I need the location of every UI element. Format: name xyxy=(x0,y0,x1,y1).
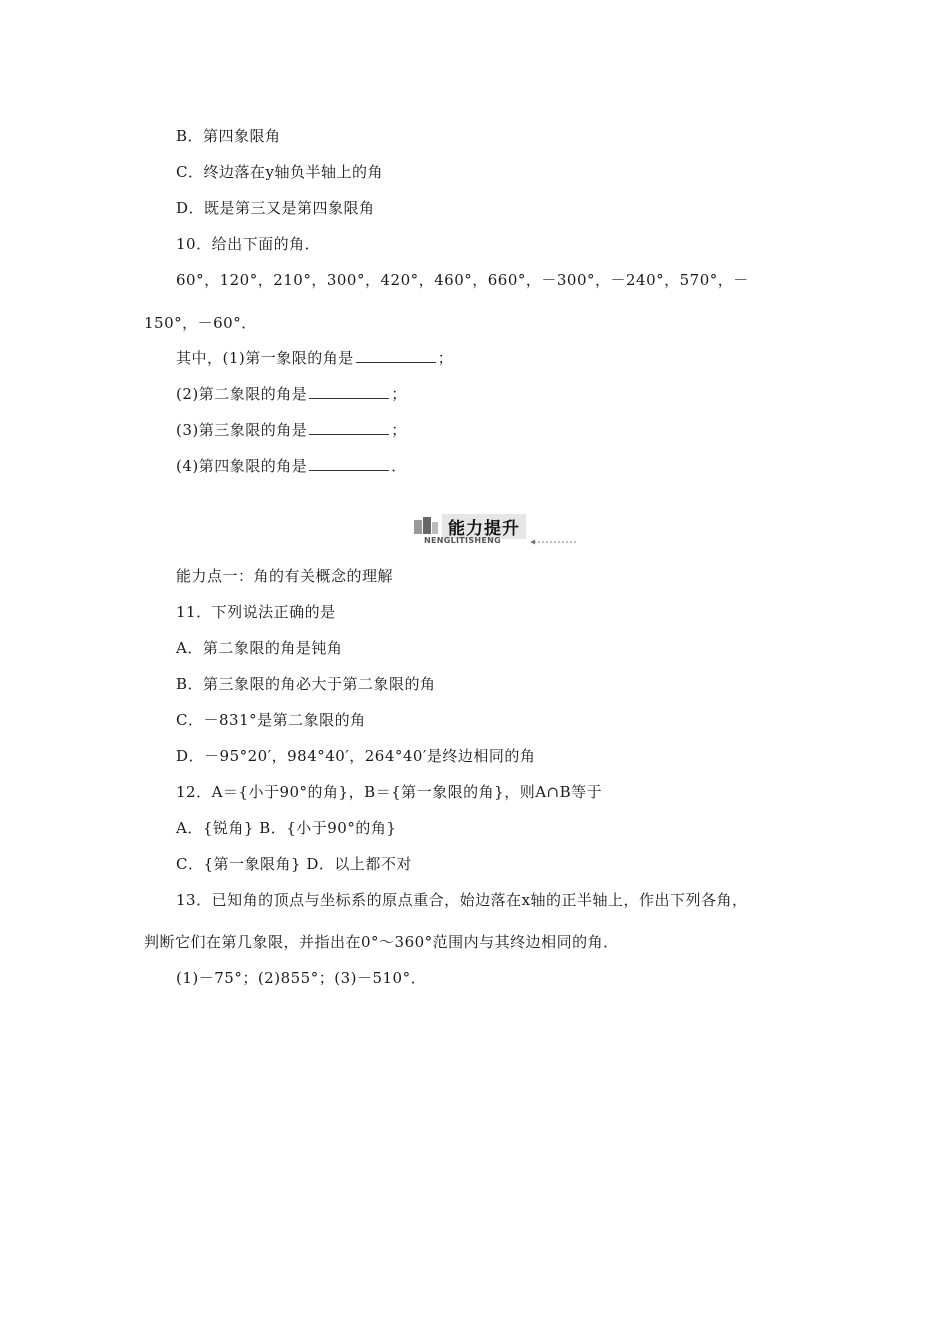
question-11-option-c: C．－831°是第二象限的角 xyxy=(176,711,366,729)
question-9-option-d: D．既是第三又是第四象限角 xyxy=(176,199,375,217)
question-9-option-b: B．第四象限角 xyxy=(176,127,281,145)
part-1-prefix: 其中，(1)第一象限的角是 xyxy=(176,349,354,367)
answer-blank[interactable] xyxy=(356,348,436,363)
answer-blank[interactable] xyxy=(309,456,389,471)
arrow-left-icon xyxy=(530,539,576,545)
ability-point-1: 能力点一：角的有关概念的理解 xyxy=(176,567,394,585)
part-2-prefix: (2)第二象限的角是 xyxy=(176,385,308,403)
answer-blank[interactable] xyxy=(309,420,389,435)
section-banner xyxy=(412,512,577,548)
question-13-parts: (1)－75°；(2)855°；(3)－510°． xyxy=(176,969,427,987)
question-10-part-1 xyxy=(176,348,453,368)
answer-blank[interactable] xyxy=(309,384,389,399)
banner-subtitle: NENGLITISHENG xyxy=(424,536,502,545)
question-9-option-c: C．终边落在y轴负半轴上的角 xyxy=(176,163,383,181)
question-10-part-4 xyxy=(176,456,407,476)
question-10-angles-line-2: 150°，－60°． xyxy=(144,314,257,332)
part-3-prefix: (3)第三象限的角是 xyxy=(176,421,308,439)
question-11-option-a: A．第二象限的角是钝角 xyxy=(176,639,343,657)
question-10-stem: 10．给出下面的角． xyxy=(176,235,321,253)
part-2-suffix: ； xyxy=(391,385,407,403)
part-3-suffix: ； xyxy=(391,421,407,439)
question-12-options-ab: A．{锐角} B．{小于90°的角} xyxy=(176,819,397,837)
part-4-prefix: (4)第四象限的角是 xyxy=(176,457,308,475)
question-10-angles-line-1: 60°，120°，210°，300°，420°，460°，660°，－300°，－240°，570°，－ xyxy=(176,271,749,289)
question-10-part-3 xyxy=(176,420,407,440)
question-13-stem-cont: 判断它们在第几象限，并指出在0°～360°范围内与其终边相同的角． xyxy=(144,933,619,951)
question-12-options-cd: C．{第一象限角} D．以上都不对 xyxy=(176,855,412,873)
question-11-option-b: B．第三象限的角必大于第二象限的角 xyxy=(176,675,436,693)
question-13-stem: 13．已知角的顶点与坐标系的原点重合，始边落在x轴的正半轴上，作出下列各角， xyxy=(176,891,748,909)
question-12-stem: 12．A＝{小于90°的角}，B＝{第一象限的角}，则A∩B等于 xyxy=(176,783,603,801)
question-10-part-2 xyxy=(176,384,407,404)
banner-title: 能力提升 xyxy=(442,514,526,539)
book-icon xyxy=(412,514,440,538)
part-1-suffix: ； xyxy=(437,349,454,367)
part-4-suffix: ． xyxy=(391,457,407,475)
question-11-stem: 11．下列说法正确的是 xyxy=(176,603,336,621)
question-11-option-d: D．－95°20′，984°40′，264°40′是终边相同的角 xyxy=(176,747,536,765)
